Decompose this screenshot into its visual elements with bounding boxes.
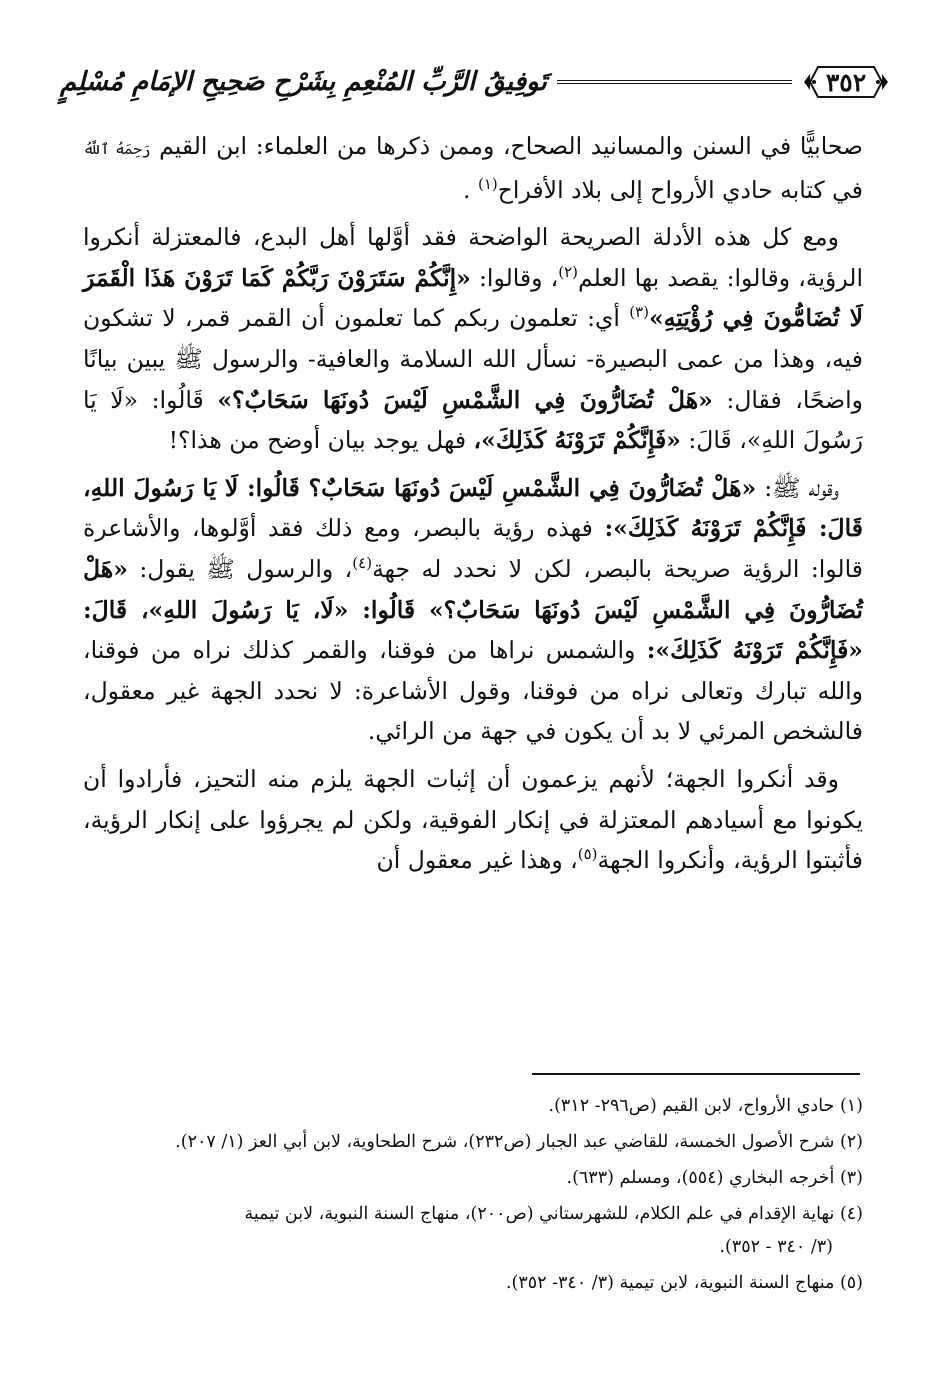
- honorific-glyph: رَحِمَهُ ٱللَّهُ: [83, 140, 151, 158]
- paragraph-3: وقوله ﷺ: «هَلْ تُضَارُّونَ فِي الشَّمْسِ لَيْسَ دُونَهَا سَحَابٌ؟ قَالُوا: لَا يَا رَسُولَ اللهِ، قَالَ: فَإِنَّكُمْ تَرَوْنَهُ كَذَلِكَ»: فهذه رؤية بالبصر، ومع ذلك فقد أوَّلوها، والأشاعرة قالوا: الرؤية صريحة بالبصر، لكن لا نحدد له جهة$^{(٤)}$، والرسول ﷺ يقول: «هَلْ تُضَارُّونَ فِي الشَّمْسِ لَيْسَ دُونَهَا سَحَابٌ؟» قَالُوا: «لَا، يَا رَسُولَ اللهِ»، قَالَ: «فَإِنَّكُمْ تَرَوْنَهُ كَذَلِكَ»: والشمس نراها من فوقنا، والقمر كذلك نراه من فوقنا، والله تبارك وتعالى نراه من فوقنا، وقول الأشاعرة: لا نحدد الجهة غير معقول، فالشخص المرئي لا بد أن يكون في جهة من الرائي.: [83, 473, 863, 746]
- footnote-item: (٥) منهاج السنة النبوية، لابن تيمية (٣/ ٣٤٠- ٣٥٢).: [505, 1273, 863, 1293]
- footnote-item: (٤) نهاية الإقدام في علم الكلام، للشهرستاني (ص٢٠٠)، منهاج السنة النبوية، لابن تيمية (٣/ ٣٤٠ - ٣٥٢).: [244, 1204, 863, 1257]
- header-rule: [557, 80, 792, 84]
- footnote-ref: (١): [477, 174, 498, 193]
- footnote-ref: (٣): [629, 303, 650, 322]
- paragraph-2: ومع كل هذه الأدلة الصريحة الواضحة فقد أوَّلها أهل البدع، فالمعتزلة أنكروا الرؤية، وقالوا: يقصد بها العلم$^{(٢)}$، وقالوا: «إِنَّكُمْ سَتَرَوْنَ رَبَّكُمْ كَمَا تَرَوْنَ هَذَا الْقَمَرَ لَا تُضَامُّونَ فِي رُؤْيَتِهِ»$^{(٣)}$ أي: تعلمون ربكم كما تعلمون أن القمر قمر، لا تشكون فيه، وهذا من عمى البصيرة- نسأل الله السلامة والعافية- والرسول ﷺ يبين بيانًا واضحًا، فقال: «هَلْ تُضَارُّونَ فِي الشَّمْسِ لَيْسَ دُونَهَا سَحَابٌ؟» قَالُوا: «لَا يَا رَسُولَ اللهِ»، قَالَ: «فَإِنَّكُمْ تَرَوْنَهُ كَذَلِكَ»، فهل يوجد بيان أوضح من هذا؟!: [83, 223, 863, 455]
- honorific-glyph: ﷺ: [174, 344, 203, 373]
- footnote-ref: (٤): [352, 554, 373, 573]
- hadith-quote: «هَلْ تُضَارُّونَ فِي الشَّمْسِ لَيْسَ دُونَهَا سَحَابٌ؟»: [217, 385, 713, 414]
- hadith-quote: «هَلْ تُضَارُّونَ فِي الشَّمْسِ لَيْسَ دُونَهَا سَحَابٌ؟» قَالُوا: «لَا، يَا رَسُولَ اللهِ»، قَالَ: «فَإِنَّكُمْ تَرَوْنَهُ كَذَلِكَ»:: [83, 554, 863, 665]
- footnote-item: (١) حادي الأرواح، لابن القيم (ص٢٩٦- ٣١٢).: [548, 1096, 863, 1116]
- honorific-glyph: ﷺ: [206, 554, 235, 583]
- page-header: [60, 58, 890, 106]
- hadith-quote: «فَإِنَّكُمْ تَرَوْنَهُ كَذَلِكَ»،: [473, 426, 681, 455]
- footnote-separator: [532, 1073, 860, 1075]
- footnote-item: (٢) شرح الأصول الخمسة، للقاضي عبد الجبار (ص٢٣٢)، شرح الطحاوية، لابن أبي العز (١/ ٢٠٧).: [175, 1132, 863, 1152]
- page-number-ornament: [802, 63, 890, 101]
- main-text: [83, 126, 863, 881]
- footnote-ref: (٥): [577, 845, 598, 864]
- hadith-quote: «هَلْ تُضَارُّونَ فِي الشَّمْسِ لَيْسَ دُونَهَا سَحَابٌ؟ قَالُوا: لَا يَا رَسُولَ اللهِ، قَالَ: فَإِنَّكُمْ تَرَوْنَهُ كَذَلِكَ»:: [83, 473, 863, 543]
- footnote-ref: (٢): [558, 262, 579, 281]
- footnotes: [83, 1090, 863, 1303]
- paragraph-1: صحابيًّا في السنن والمسانيد الصحاح، وممن ذكرها من العلماء: ابن القيم رَحِمَهُ ٱللَّهُ في كتابه حادي الأرواح إلى بلاد الأفراح$^{(١)}$ .: [83, 132, 863, 204]
- hadith-quote: «إِنَّكُمْ سَتَرَوْنَ رَبَّكُمْ كَمَا تَرَوْنَ هَذَا الْقَمَرَ لَا تُضَامُّونَ فِي رُؤْيَتِهِ»: [83, 263, 863, 333]
- book-title: تَوفِيقُ الرَّبِّ المُنْعِمِ بِشَرْحِ صَحِيحِ الإمَامِ مُسْلِمٍ: [60, 67, 547, 97]
- honorific-glyph: ﷺ: [772, 473, 801, 502]
- paragraph-4: وقد أنكروا الجهة؛ لأنهم يزعمون أن إثبات الجهة يلزم منه التحيز، فأرادوا أن يكونوا مع أسيادهم المعتزلة في إنكار الفوقية، ولكن لم يجرؤوا على إنكار الرؤية، فأثبتوا الرؤية، وأنكروا الجهة$^{(٥)}$، وهذا غير معقول أن: [83, 764, 863, 875]
- footnote-item: (٣) أخرجه البخاري (٥٥٤)، ومسلم (٦٣٣).: [566, 1168, 863, 1188]
- page-number: ٣٥٢: [825, 67, 867, 97]
